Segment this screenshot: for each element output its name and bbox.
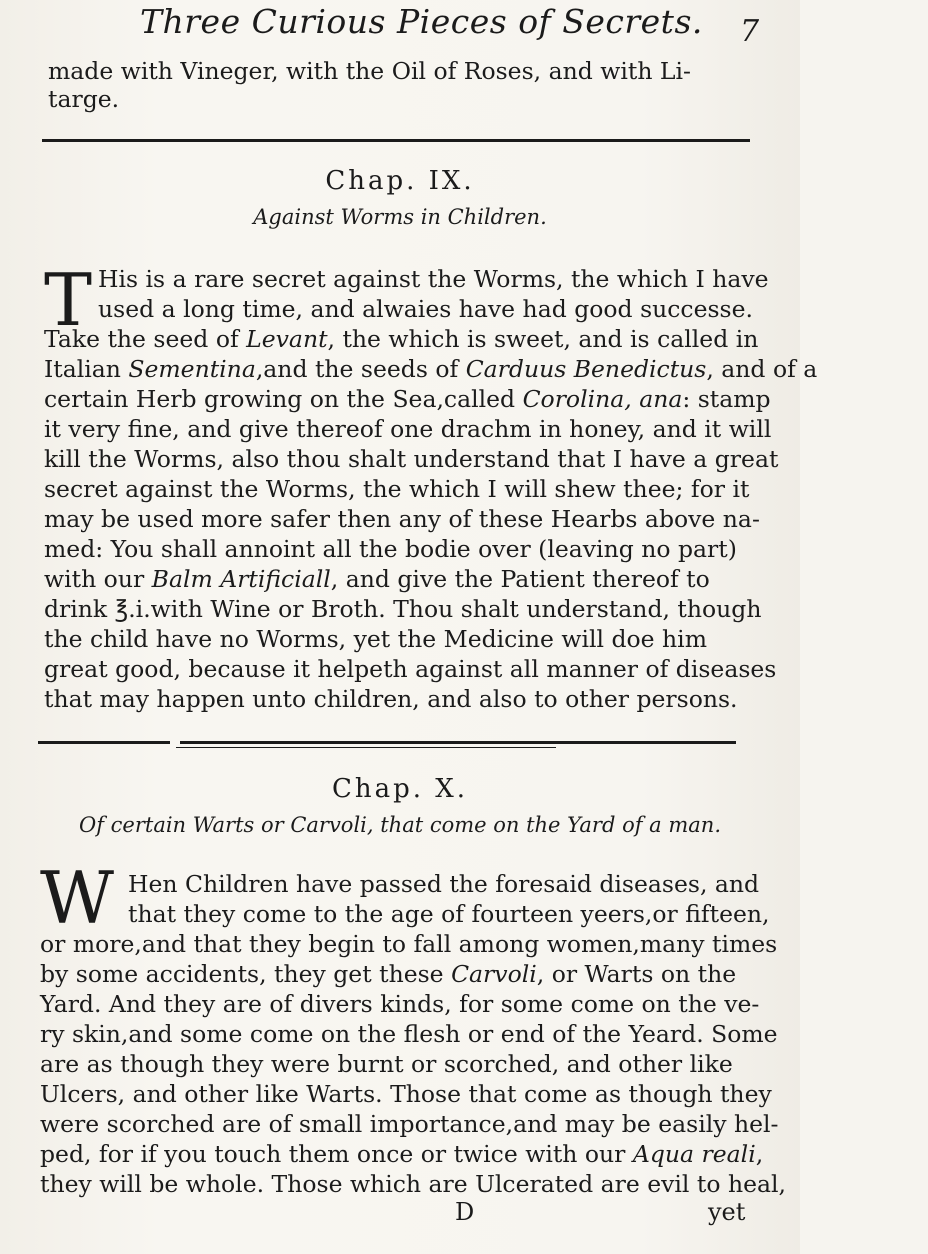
chapter-heading: Chap. X. bbox=[331, 774, 469, 804]
text-line: great good, because it helpeth against all manner of diseases bbox=[44, 655, 777, 683]
signature-mark: D bbox=[455, 1198, 475, 1226]
text-line: are as though they were burnt or scorched, and other like bbox=[40, 1050, 733, 1078]
text-line: they will be whole. Those which are Ulcerated are evil to heal, bbox=[40, 1170, 786, 1198]
text-line: may be used more safer then any of these Hearbs above na- bbox=[44, 505, 760, 533]
text-line: made with Vineger, with the Oil of Roses, and with Li- bbox=[48, 57, 691, 85]
chapter-subtitle: Of certain Warts or Carvoli, that come on the Yard of a man. bbox=[78, 813, 721, 837]
text-line: His is a rare secret against the Worms, the which I have bbox=[98, 265, 769, 293]
section-rule bbox=[176, 747, 556, 748]
text-line: that they come to the age of fourteen yeers,or fifteen, bbox=[128, 900, 770, 928]
text-line: drink ℥.i.with Wine or Broth. Thou shalt understand, though bbox=[44, 595, 762, 623]
text-line: ry skin,and some come on the flesh or end of the Yeard. Some bbox=[40, 1020, 778, 1048]
text-line: were scorched are of small importance,and may be easily hel- bbox=[40, 1110, 779, 1138]
drop-cap: T bbox=[44, 258, 93, 342]
section-rule bbox=[38, 741, 170, 744]
page-number: 7 bbox=[740, 14, 760, 49]
text-line: Ulcers, and other like Warts. Those that come as though they bbox=[40, 1080, 772, 1108]
text-line: Italian Sementina,and the seeds of Carduus Benedictus, and of a bbox=[44, 355, 818, 383]
chapter-subtitle: Against Worms in Children. bbox=[253, 205, 547, 229]
text-line: Hen Children have passed the foresaid diseases, and bbox=[128, 870, 760, 898]
text-line: used a long time, and alwaies have had good successe. bbox=[98, 295, 753, 323]
running-head bbox=[0, 2, 800, 49]
text-line: that may happen unto children, and also to other persons. bbox=[44, 685, 738, 713]
text-line: the child have no Worms, yet the Medicine will doe him bbox=[44, 625, 707, 653]
text-line: with our Balm Artificiall, and give the Patient thereof to bbox=[44, 565, 710, 593]
section-rule bbox=[180, 741, 736, 744]
running-title: Three Curious Pieces of Secrets. bbox=[140, 2, 703, 41]
catchword: yet bbox=[708, 1198, 746, 1226]
text-line: Take the seed of Levant, the which is sweet, and is called in bbox=[44, 325, 759, 353]
text-line: secret against the Worms, the which I will shew thee; for it bbox=[44, 475, 750, 503]
text-line: Yard. And they are of divers kinds, for some come on the ve- bbox=[40, 990, 760, 1018]
chapter-heading: Chap. IX. bbox=[325, 166, 475, 196]
text-line: certain Herb growing on the Sea,called Corolina, ana: stamp bbox=[44, 385, 771, 413]
text-line: ped, for if you touch them once or twice with our Aqua reali, bbox=[40, 1140, 764, 1168]
text-line: by some accidents, they get these Carvoli, or Warts on the bbox=[40, 960, 737, 988]
section-rule bbox=[42, 139, 750, 142]
text-line: it very fine, and give thereof one drachm in honey, and it will bbox=[44, 415, 772, 443]
drop-cap: W bbox=[40, 856, 115, 940]
text-line: or more,and that they begin to fall among women,many times bbox=[40, 930, 778, 958]
text-line: targe. bbox=[48, 85, 120, 113]
text-line: kill the Worms, also thou shalt understand that I have a great bbox=[44, 445, 779, 473]
text-line: med: You shall annoint all the bodie over (leaving no part) bbox=[44, 535, 737, 563]
